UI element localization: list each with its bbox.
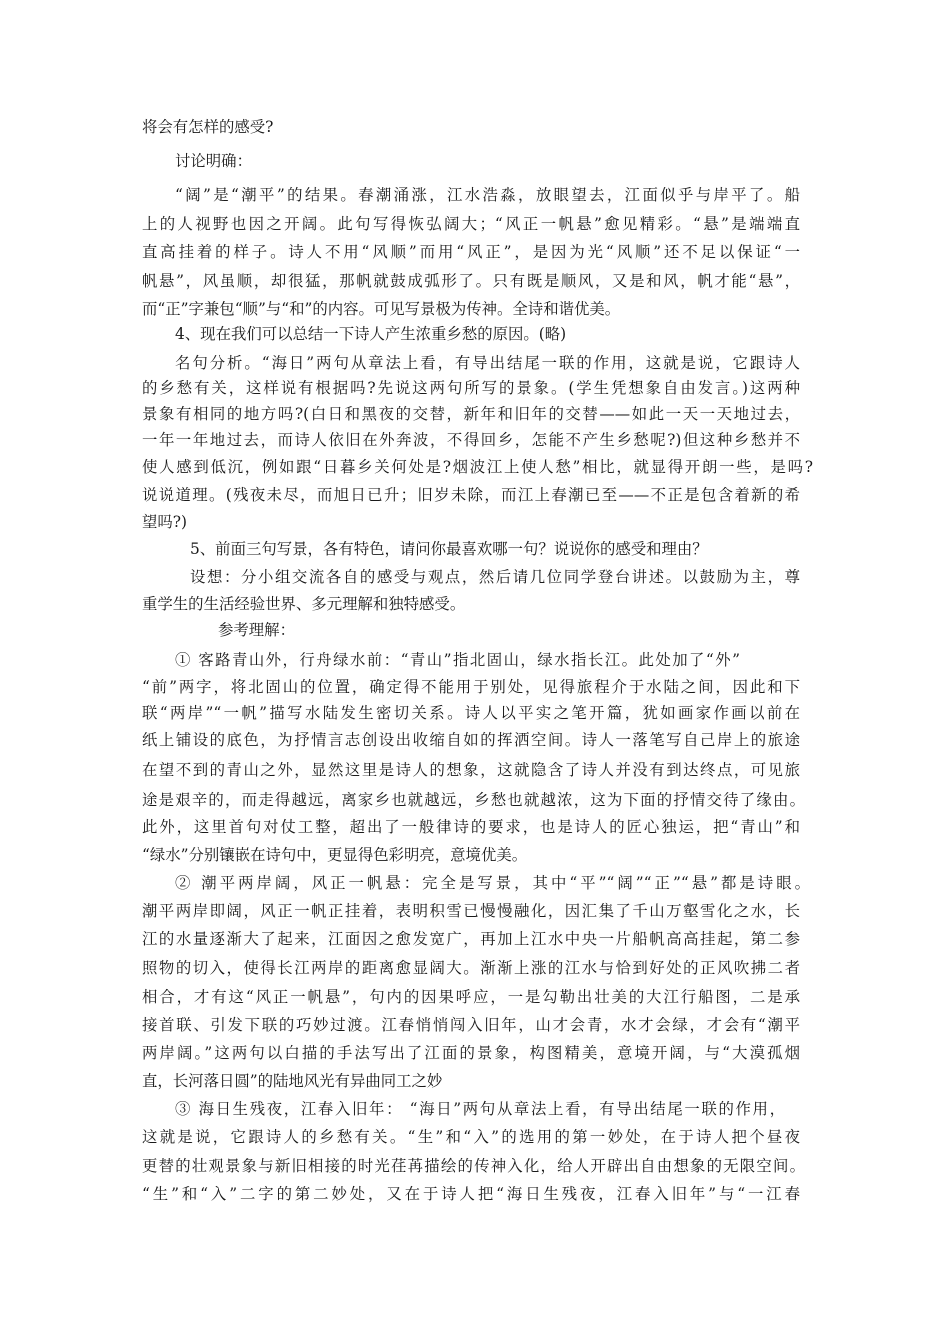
text-line: 重学生的生活经验世界、多元理解和独特感受。 (142, 595, 466, 613)
text-line: 照物的切入，使得长江两岸的距离愈显阔大。渐渐上涨的江水与恰到好处的正风吹拂二者 (142, 959, 800, 977)
text-line: 直，长河落日圆”的陆地风光有异曲同工之妙 (142, 1072, 443, 1090)
text-line: 的乡愁有关，这样说有根据吗?先说这两句所写的景象。(学生凭想象自由发言。)这两种 (142, 379, 800, 397)
text-line: ① 客路青山外，行舟绿水前：“青山”指北固山，绿水指长江。此处加了“外” (175, 651, 740, 669)
text-line: 帆悬”，风虽顺，却很猛，那帆就鼓成弧形了。只有既是顺风，又是和风，帆才能“悬”， (142, 272, 800, 290)
text-line: 将会有怎样的感受? (142, 118, 274, 136)
text-line: 4、现在我们可以总结一下诗人产生浓重乡愁的原因。(略) (175, 325, 567, 343)
text-line: “前”两字，将北固山的位置，确定得不能用于别处，见得旅程介于水陆之间，因此和下 (142, 678, 800, 696)
text-line: 这就是说，它跟诗人的乡愁有关。“生”和“入”的选用的第一妙处，在于诗人把个昼夜 (142, 1128, 800, 1146)
text-line: 参考理解： (218, 621, 295, 639)
text-line: 潮平两岸即阔，风正一帆正挂着，表明积雪已慢慢融化，因汇集了千山万壑雪化之水，长 (142, 902, 800, 920)
text-line: 两岸阔。”这两句以白描的手法写出了江面的景象，构图精美，意境开阔，与“大漠孤烟 (142, 1044, 800, 1062)
text-line: 途是艰辛的，而走得越远，离家乡也就越远，乡愁也就越浓，这为下面的抒情交待了缘由。 (142, 791, 805, 809)
text-line: 使人感到低沉，例如跟“日暮乡关何处是?烟波江上使人愁”相比，就显得开朗一些，是吗? (142, 458, 813, 476)
text-line: 讨论明确： (175, 152, 252, 170)
text-line: 设想：分小组交流各自的感受与观点，然后请几位同学登台讲述。以鼓励为主，尊 (190, 568, 800, 586)
text-line: 在望不到的青山之外，显然这里是诗人的想象，这就隐含了诗人并没有到达终点，可见旅 (142, 761, 800, 779)
text-line: 名句分析。“海日”两句从章法上看，有导出结尾一联的作用，这就是说，它跟诗人 (175, 354, 800, 372)
text-line: 此外，这里首句对仗工整，超出了一般律诗的要求，也是诗人的匠心独运，把“青山”和 (142, 818, 800, 836)
text-line: 上的人视野也因之开阔。此句写得恢弘阔大；“风正一帆悬”愈见精彩。“悬”是端端直 (142, 215, 800, 233)
text-line: “生”和“入”二字的第二妙处，又在于诗人把“海日生残夜，江春入旧年”与“一江春 (142, 1185, 800, 1203)
text-line: ② 潮平两岸阔，风正一帆悬：完全是写景，其中“平”“阔”“正”“悬”都是诗眼。 (175, 874, 810, 892)
text-line: 5、前面三句写景，各有特色，请问你最喜欢哪一句？说说你的感受和理由？ (190, 540, 708, 558)
text-line: 联“两岸”“一帆”描写水陆发生密切关系。诗人以平实之笔开篇，犹如画家作画以前在 (142, 704, 800, 722)
text-line: 更替的壮观景象与新旧相接的时光荏苒描绘的传神入化，给人开辟出自由想象的无限空间。 (142, 1157, 805, 1175)
text-line: 相合，才有这“风正一帆悬”，句内的因果呼应，一是勾勒出壮美的大江行船图，二是承 (142, 988, 800, 1006)
text-line: 纸上铺设的底色，为抒情言志创设出收缩自如的挥洒空间。诗人一落笔写自己岸上的旅途 (142, 731, 800, 749)
text-line: 景象有相同的地方吗?(白日和黑夜的交替，新年和旧年的交替——如此一天一天地过去， (142, 405, 800, 423)
text-line: 直高挂着的样子。诗人不用“风顺”而用“风正”，是因为光“风顺”还不足以保证“一 (142, 243, 800, 261)
text-line: 江的水量逐渐大了起来，江面因之愈发宽广，再加上江水中央一片船帆高高挂起，第二参 (142, 930, 800, 948)
text-line: “绿水”分别镶嵌在诗句中，更显得色彩明亮，意境优美。 (142, 846, 528, 864)
text-line: “阔”是“潮平”的结果。春潮涌涨，江水浩淼，放眼望去，江面似乎与岸平了。船 (175, 186, 800, 204)
text-line: 而“正”字兼包“顺”与“和”的内容。可见写景极为传神。全诗和谐优美。 (142, 300, 621, 318)
text-line: 接首联、引发下联的巧妙过渡。江春悄悄闯入旧年，山才会青，水才会绿，才会有“潮平 (142, 1016, 800, 1034)
text-line: 望吗?) (142, 513, 188, 531)
text-line: 一年一年地过去，而诗人依旧在外奔波，不得回乡，怎能不产生乡愁呢?)但这种乡愁并不 (142, 431, 800, 449)
text-line: 说说道理。(残夜未尽，而旭日已升；旧岁未除，而江上春潮已至——不正是包含着新的希 (142, 486, 800, 504)
text-line: ③ 海日生残夜，江春入旧年： “海日”两句从章法上看，有导出结尾一联的作用， (175, 1100, 785, 1118)
